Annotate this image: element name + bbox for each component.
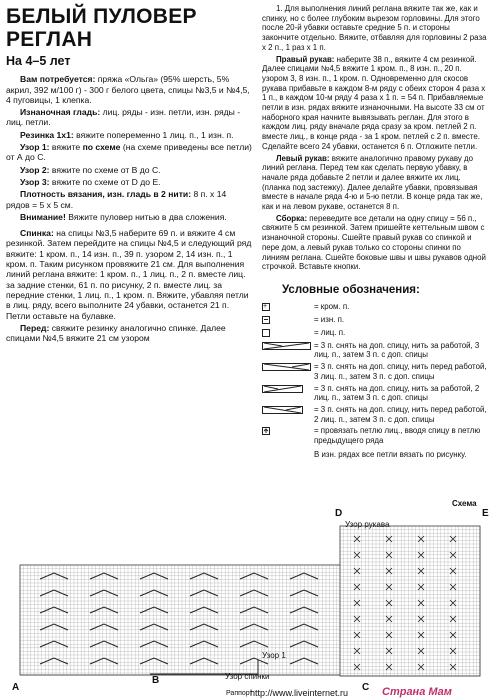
pattern3-paragraph (6, 177, 252, 187)
gauge-text: 8 п. х 14 рядов = 5 х 5 см. (6, 189, 227, 210)
brand-watermark: Страна Мам (382, 686, 452, 698)
legend-item-knit-below: = провязать петлю лиц., вводя спицу в петлю предыдущего ряда (262, 426, 488, 445)
gauge-paragraph (6, 189, 252, 210)
front-label: Перед: (20, 322, 50, 333)
left-sleeve-paragraph (262, 154, 488, 212)
front-text: свяжите резинку аналогично спинке. Далее спицами №4,5 вяжите 21 см узором (6, 322, 226, 344)
rib-text: вяжите попеременно 1 лиц. п., 1 изн. п. (76, 129, 234, 140)
legend-item-knit: = лиц. п. (262, 328, 488, 339)
sleeve-chart-grid (340, 526, 480, 676)
legend-item-cable-back-2: = 3 п. снять на доп. спицу, нить за работой, 2 лиц. п., затем 3 п. с доп. спицы (262, 384, 488, 403)
left-column (6, 4, 252, 345)
back-label: Спинка: (20, 228, 54, 239)
right-sleeve-label: Правый рукав: (276, 54, 335, 64)
legend-item-cable-back-3: = 3 п. снять на доп. спицу, нить за работой, 3 лиц. п., затем 3 п. с доп. спицы (262, 341, 488, 360)
cable-front-3-symbol-icon (262, 363, 312, 372)
repeat-label: Раппорт (226, 690, 253, 697)
right-sleeve-paragraph (262, 55, 488, 152)
purl-stitch-symbol-icon (262, 316, 270, 324)
right-sleeve-text: наберите 38 п., вяжите 4 см резинкой. Далее спицами №4,5 вяжите 1 кром. п., 8 изн. п., 20 п. узором 3, 8 изн. п., 1 кром. п. Одновременно для скосов рукава прибавьте в каждом 8-м ряду с обеих сторон 4 раза х 1 п., в каждом 10-м ряду 4 раза х 1 п. = 54 п. Прибавляемые петли в изн. рядах вяжите изнаночными. На высоте 33 см от наборного края начните вывязывать реглан. Для этого в каждом лиц. ряду вначале ряда сразу за кром. петлей 2 п. вместе лиц., в конце ряда - за 1 кром. петлей с 2 п. вместе. Сделайте всего 24 убавки, останется 6 п. Отложите петли. (262, 54, 486, 151)
back-text: на спицы №3,5 наберите 69 п. и вяжите 4 см резинкой. Затем перейдите на спицы №4,5 и следующий ряд вяжите: 1 кром. п., 14 изн. п., 39 п. узором 2, 14 изн. п., 1 кром. п. Таким рисунком провяжите 21 см. Для выполнения линий реглана вяжите: 1 кром. п., 1 лиц. п., 2 п. вместе лиц. за задние стенки, 61 п. по рисунку, 2 п. вместе лиц. за передние стенки, 1 лиц. п., 1 кром. п. Вяжите, убавляя петли в лиц. ряду, всего выполните 24 убавки, останется 21 п. Петли оставьте на булавке. (6, 228, 252, 321)
source-url: http://www.liveinternet.ru (250, 688, 349, 698)
cable-back-2-symbol-icon (262, 385, 312, 394)
legend-item-purl: = изн. п. (262, 315, 488, 326)
attention-label: Внимание! (20, 211, 66, 222)
sleeve-pattern-label: Узор рукава (345, 520, 390, 529)
cable-back-3-symbol-icon (262, 342, 312, 351)
pattern3-label: Узор 3: (20, 176, 50, 187)
pattern2-text: вяжите по схеме от В до С. (51, 164, 161, 175)
legend-item-cable-front-3: = 3 п. снять на доп. спицу, нить перед работой, 3 лиц. п., затем 3 п. с доп. спицы (262, 362, 488, 381)
legend-item-cable-front-2: = 3 п. снять на доп. спицу, нить перед работой, 2 лиц. п., затем 3 п. с доп. спицы (262, 405, 488, 424)
pattern2-label: Узор 2: (20, 164, 50, 175)
materials-paragraph (6, 74, 252, 105)
front-continued: 1. Для выполнения линий реглана вяжите так же, как и спинку, но с более глубоким вырезом горловины. Для этого после 20-й убавки оставьте средние 5 п. и стороны закончите отдельно. Вяжите, отбавляя для горловины 2 раза х 2 п., 1 раз х 1 п. (262, 4, 487, 52)
right-column (262, 4, 488, 459)
pattern1-chart-label: Узор 1 (262, 651, 286, 660)
attention-text: Вяжите пуловер нитью в два сложения. (68, 211, 227, 222)
front-paragraph (6, 323, 252, 344)
pattern1-text-a: вяжите (51, 142, 81, 153)
rib-paragraph (6, 130, 252, 140)
corner-d: D (335, 508, 343, 519)
back-pattern-label: Узор спинки (225, 672, 270, 681)
left-sleeve-label: Левый рукав: (276, 153, 330, 163)
edge-stitch-symbol-icon: + (262, 303, 270, 311)
attention-paragraph (6, 212, 252, 222)
back-chart-grid (20, 565, 375, 675)
pattern2-paragraph (6, 165, 252, 175)
knit-stitch-symbol-icon (262, 329, 270, 337)
corner-a: А (12, 682, 20, 693)
assembly-label: Сборка: (276, 213, 308, 223)
scheme-label: Схема (452, 499, 477, 508)
left-sleeve-text: вяжите аналогично правому рукаву до линий реглана. Перед тем как сделать первую убавку, в начале ряда добавьте 2 петли и далее вяжите их лиц. (планка под застежку). Далее делайте убавки, провязывая вместе в начале ряда 4-ю и 5-ю петли. В конце ряда так же, как и на левом рукаве, останется 8 п. (262, 153, 483, 212)
legend-note: В изн. рядах все петли вязать по рисунку. (314, 449, 467, 459)
assembly-paragraph (262, 214, 488, 272)
materials-text: пряжа «Ольга» (95% шерсть, 5% акрил, 392 м/100 г) - 300 г белого цвета, спицы №3,5 и №4,5, 4 пуговицы, 1 клепка. (6, 74, 250, 105)
stockinette-paragraph (6, 107, 252, 128)
back-paragraph (6, 228, 252, 321)
age-heading: На 4–5 лет (6, 54, 71, 68)
corner-c: С (362, 682, 370, 693)
stockinette-label: Изнаночная гладь: (20, 107, 101, 118)
cable-front-2-symbol-icon (262, 406, 312, 415)
legend-title: Условные обозначения: (282, 283, 420, 296)
pattern3-text: вяжите по схеме от D до Е. (51, 176, 161, 187)
title-line-2: РЕГЛАН (6, 28, 93, 51)
pattern1-paragraph (6, 142, 252, 163)
legend-item-edge: + = кром. п. (263, 301, 350, 311)
knit-below-symbol-icon (262, 427, 272, 436)
materials-label: Вам потребуется: (20, 74, 96, 85)
assembly-text: переведите все детали на одну спицу = 56 п., свяжите 5 см резинкой. Затем пришейте кеттельным швом с изнаночной стороны. Сшейте правый рукав со спинкой и пере дом, а левый рукав только со стороны спинки по линиям реглана. Сшейте боковые швы и швы рукавов одной строчкой. Вставьте кнопки. (262, 213, 486, 272)
pattern1-bold: по схеме (82, 142, 121, 153)
gauge-label: Плотность вязания, изн. гладь в 2 нити: (20, 189, 192, 200)
corner-b: В (152, 675, 160, 686)
corner-e: E (482, 508, 489, 519)
title-line-1: БЕЛЫЙ ПУЛОВЕР (6, 5, 197, 28)
rib-label: Резинка 1х1: (20, 129, 74, 140)
pattern1-text-b: (на схеме приведены все петли) от А до С. (6, 142, 252, 163)
pattern1-label: Узор 1: (20, 142, 50, 153)
stockinette-text: лиц. ряды - изн. петли, изн. ряды - лиц. петли. (6, 107, 241, 128)
